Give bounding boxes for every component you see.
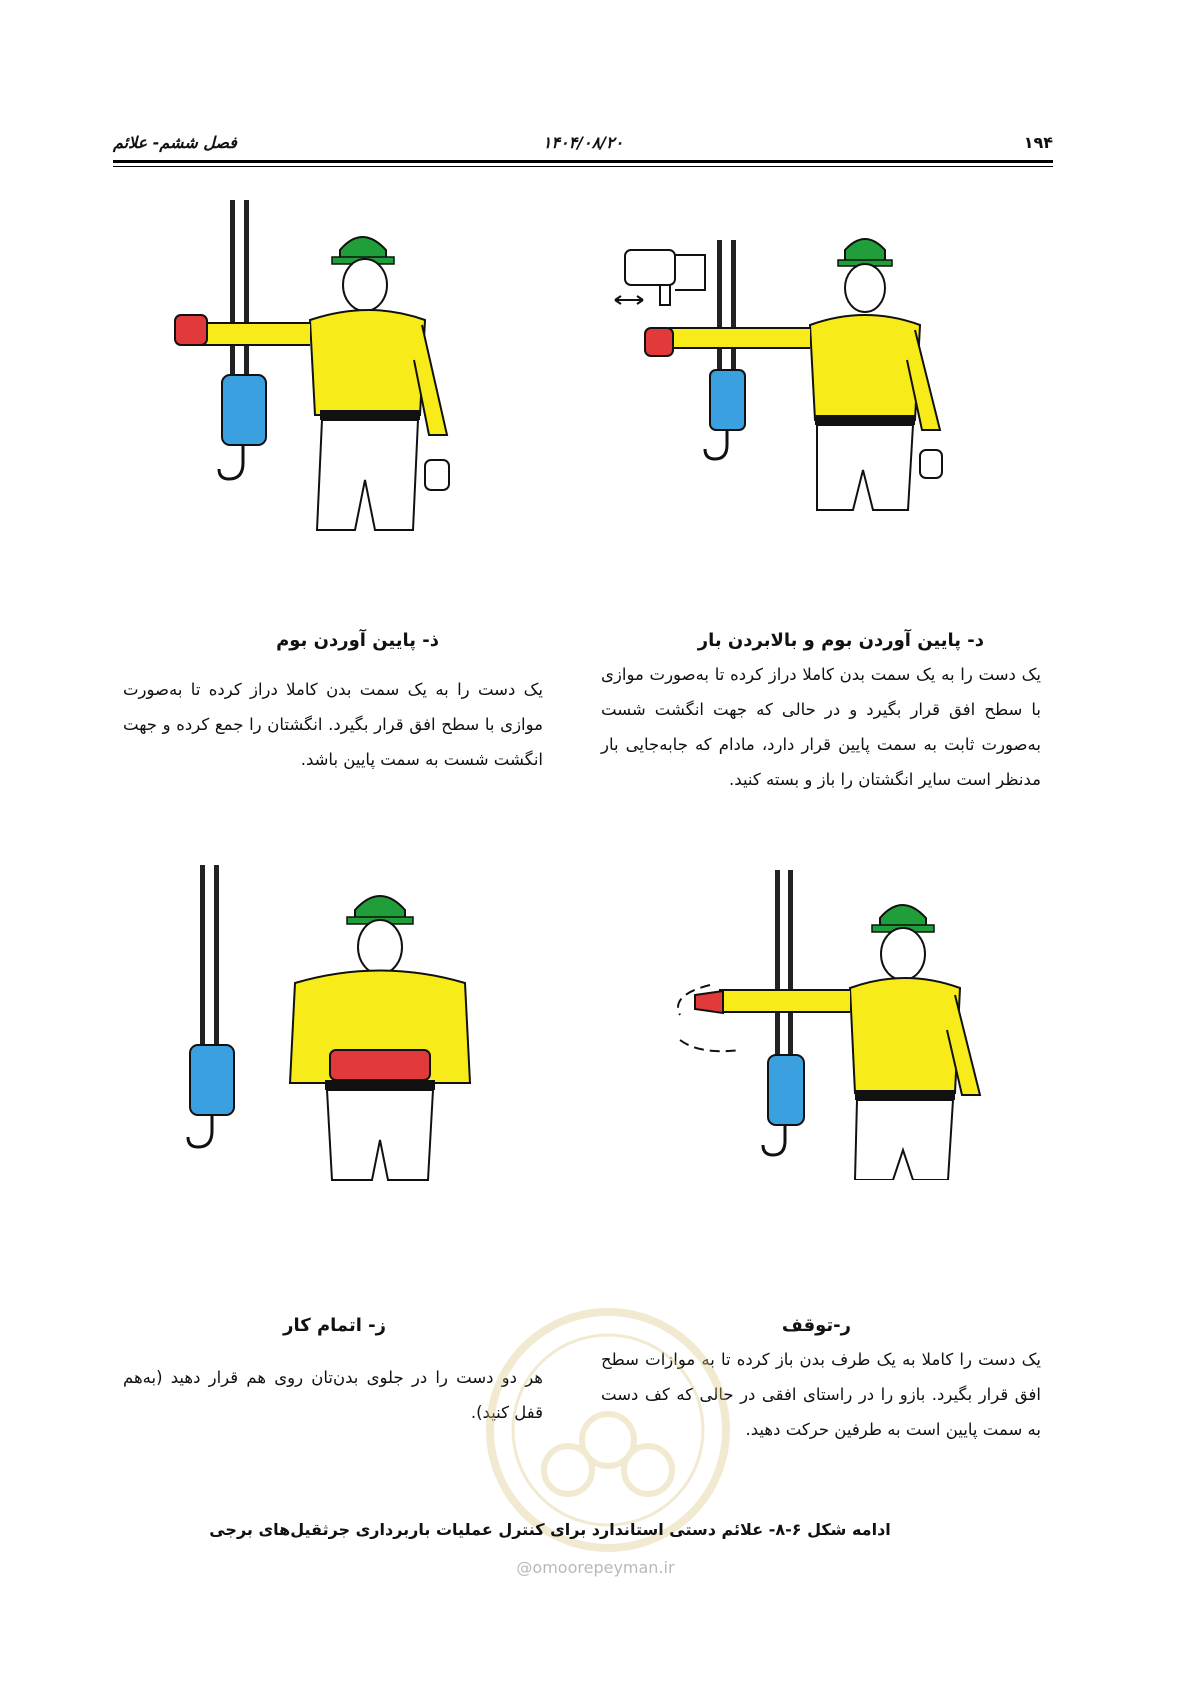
thumb-inset-icon bbox=[615, 250, 705, 305]
figure-lower-boom-raise-load bbox=[605, 210, 985, 570]
page-number: ۱۹۴ bbox=[1023, 133, 1053, 152]
caption-stop: ر-توقف bbox=[781, 1315, 851, 1336]
description-end-work: هر دو دست را در جلوی بدن‌تان روی هم قرار دهید (به‌هم قفل کنید). bbox=[123, 1368, 543, 1422]
header-rule bbox=[113, 160, 1053, 163]
worker-icon bbox=[695, 905, 980, 1180]
caption-end-work: ز- اتمام کار bbox=[283, 1315, 386, 1336]
site-watermark: @omoorepeyman.ir bbox=[516, 1558, 675, 1577]
hook-icon bbox=[188, 865, 234, 1147]
header-date: ۱۴۰۴/۰۸/۲۰ bbox=[542, 133, 624, 152]
hook-icon bbox=[705, 240, 745, 459]
chapter-title: فصل ششم- علائم bbox=[113, 133, 237, 152]
worker-icon bbox=[175, 237, 449, 530]
description-stop: یک دست را کاملا به یک طرف بدن باز کرده تا به موازات سطح افق قرار بگیرد. بازو را در راستای افقی در حالی که کف دست به سمت پایین است به طرفین حرکت دهید. bbox=[601, 1350, 1041, 1439]
header-rule-thin bbox=[113, 166, 1053, 167]
worker-icon bbox=[290, 896, 470, 1180]
worker-icon bbox=[645, 239, 942, 510]
description-lower-boom-raise-load: یک دست را به یک سمت بدن کاملا دراز کرده تا به‌صورت موازی با سطح افق قرار بگیرد و در حالی که جهت انگشت شست به‌صورت ثابت به سمت پایین قرار دارد، مادام که جابه‌جایی بار مدنظر است سایر انگشتان را باز و بسته کنید. bbox=[601, 665, 1041, 789]
caption-lower-boom: ذ- پایین آوردن بوم bbox=[276, 630, 439, 651]
figure-caption: ادامه شکل ۶-۸- علائم دستی استاندارد برای کنترل عملیات باربرداری جرثقیل‌های برجی bbox=[209, 1520, 891, 1539]
figure-stop bbox=[640, 870, 1000, 1180]
figure-lower-boom bbox=[160, 195, 500, 570]
caption-lower-boom-raise-load: د- پایین آوردن بوم و بالابردن بار bbox=[697, 630, 984, 651]
figure-end-work bbox=[175, 865, 505, 1185]
description-lower-boom: یک دست را به یک سمت بدن کاملا دراز کرده تا به‌صورت موازی با سطح افق قرار بگیرد. انگشتان را جمع کرده و جهت انگشت شست به سمت پایین باشد. bbox=[123, 680, 543, 769]
